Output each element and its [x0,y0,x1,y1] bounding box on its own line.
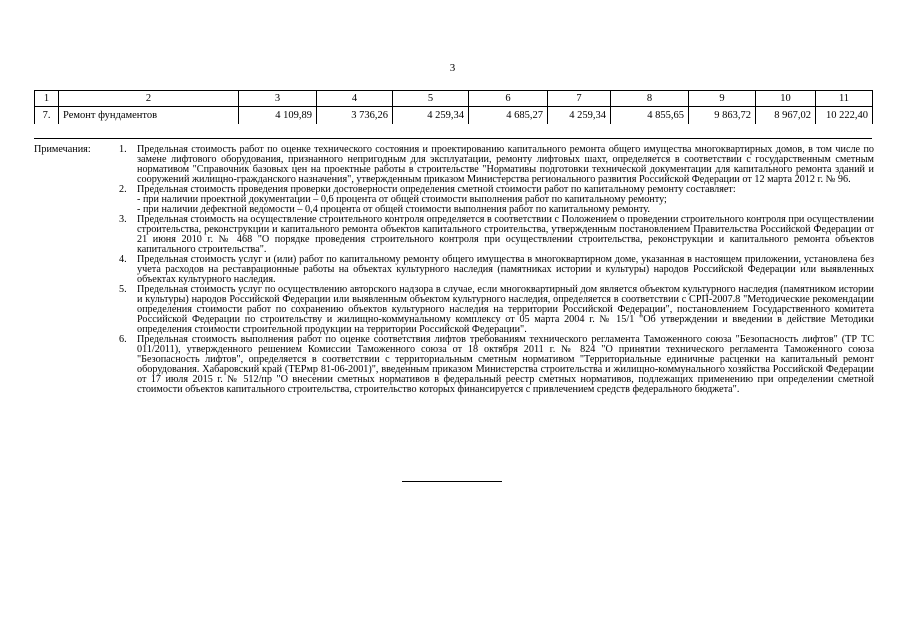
table-cell: 4 685,27 [469,107,548,125]
table-cell: 10 222,40 [816,107,873,125]
note-text: Предельная стоимость услуг и (или) работ по капитальному ремонту общего имущества в многоквартирном доме, указанная в настоящем приложении, установлена без учета расходов на реставрационные работы на объектах культурного наследия (памятниках истории и культуры) народов Российской Федерации или выявленных объектах культурного наследия. [137,254,874,285]
column-header: 7 [548,91,611,107]
note-item [119,144,874,185]
page-number: 3 [449,62,456,74]
table-cell: 3 736,26 [317,107,393,125]
note-number: 1. [119,144,127,155]
column-header: 5 [393,91,469,107]
column-header: 11 [816,91,873,107]
notes-section [34,145,874,395]
table-bottom-rule [34,138,872,139]
table-cell: 4 109,89 [239,107,317,125]
column-header: 10 [756,91,816,107]
table-cell: 8 967,02 [756,107,816,125]
column-header: 3 [239,91,317,107]
note-item [119,284,874,335]
table-cell: 4 855,65 [611,107,689,125]
end-divider [402,481,502,482]
table-cell: 4 259,34 [393,107,469,125]
note-number: 2. [119,184,127,195]
row-name: Ремонт фундаментов [59,107,239,125]
column-header: 1 [35,91,59,107]
note-number: 4. [119,254,127,265]
column-header: 2 [59,91,239,107]
note-item [119,334,874,395]
note-number: 5. [119,284,127,295]
column-header: 4 [317,91,393,107]
note-text: Предельная стоимость услуг по осуществлению авторского надзора в случае, если многоквартирный дом является объектом культурного наследия (памятником истории и культуры) народов Российской Федерации или выявленным объектом культурного наследия, определяется в соответствии с СРП-2007.8 "Методические рекомендации определения стоимости работ по сохранению объектов культурного наследия на территории Российской Федерации", постановлением Государственного комитета Российской Федерации по строительству и жилищно-коммунальному комплексу от 05 марта 2004 г. № 15/1 "Об утверждении и введении в действие Методики определения стоимости строительной продукции на территории Российской Федерации". [137,284,874,335]
note-item [119,254,874,285]
table-cell: 9 863,72 [689,107,756,125]
note-number: 6. [119,334,127,345]
price-table [34,90,873,124]
note-subitem: - при наличии проектной документации – 0,6 процента от общей стоимости выполнения работ по капитальному ремонту; [137,194,667,205]
table-row [35,107,873,125]
note-number: 3. [119,214,127,225]
column-header: 9 [689,91,756,107]
column-header: 8 [611,91,689,107]
note-item [119,184,874,215]
row-number: 7. [35,107,59,125]
note-text: Предельная стоимость на осуществление строительного контроля определяется в соответствии с Положением о проведении строительного контроля при осуществлении строительства, реконструкции и капитального ремонта объектов капитального строительства, утвержденным постановлением Правительства Российской Федерации от 21 июня 2010 г. № 468 "О порядке проведения строительного контроля при осуществлении строительства, реконструкции и капитального ремонта объектов капитального строительства". [137,214,874,255]
table-header-row [35,91,873,107]
notes-label: Примечания: [34,144,91,155]
note-text: Предельная стоимость проведения проверки достоверности определения сметной стоимости работ по капитальному ремонту составляет: [137,184,736,195]
column-header: 6 [469,91,548,107]
note-text: Предельная стоимость работ по оценке технического состояния и проектированию капитального ремонта общего имущества многоквартирных домов, в том числе по замене лифтового оборудования, признанного непригодным для эксплуатации, ремонту лифтовых шахт, определяется в соответствии с государственным сметным нормативом "Справочник базовых цен на проектные работы в строительстве "Нормативы подготовки технической документации для капитального ремонта зданий и сооружений жилищно-гражданского назначения", утвержденным приказом Министерства регионального развития Российской Федерации от 12 марта 2012 г. № 96. [137,144,874,185]
note-text: Предельная стоимость выполнения работ по оценке соответствия лифтов требованиям технического регламента Таможенного союза "Безопасность лифтов" (ТР ТС 011/2011), утвержденного решением Комиссии Таможенного союза от 18 октября 2011 г. № 824 "О принятии технического регламента Таможенного союза "Безопасность лифтов", определяется в соответствии с территориальным сметным нормативом "Территориальные единичные расценки на капитальный ремонт оборудования. Хабаровский край (ТЕРмр 81-06-2001)", введенным приказом Министерства строительства и жилищно-коммунального хозяйства Российской Федерации от 17 июля 2015 г. № 512/пр "О внесении сметных нормативов в федеральный реестр сметных нормативов, подлежащих применению при определении сметной стоимости объектов капитального строительства, строительство которых финансируется с привлечением средств федерального бюджета". [137,334,874,395]
table-cell: 4 259,34 [548,107,611,125]
note-subitem: - при наличии дефектной ведомости – 0,4 процента от общей стоимости выполнения работ по капитальному ремонту. [137,204,650,215]
note-item [119,214,874,255]
